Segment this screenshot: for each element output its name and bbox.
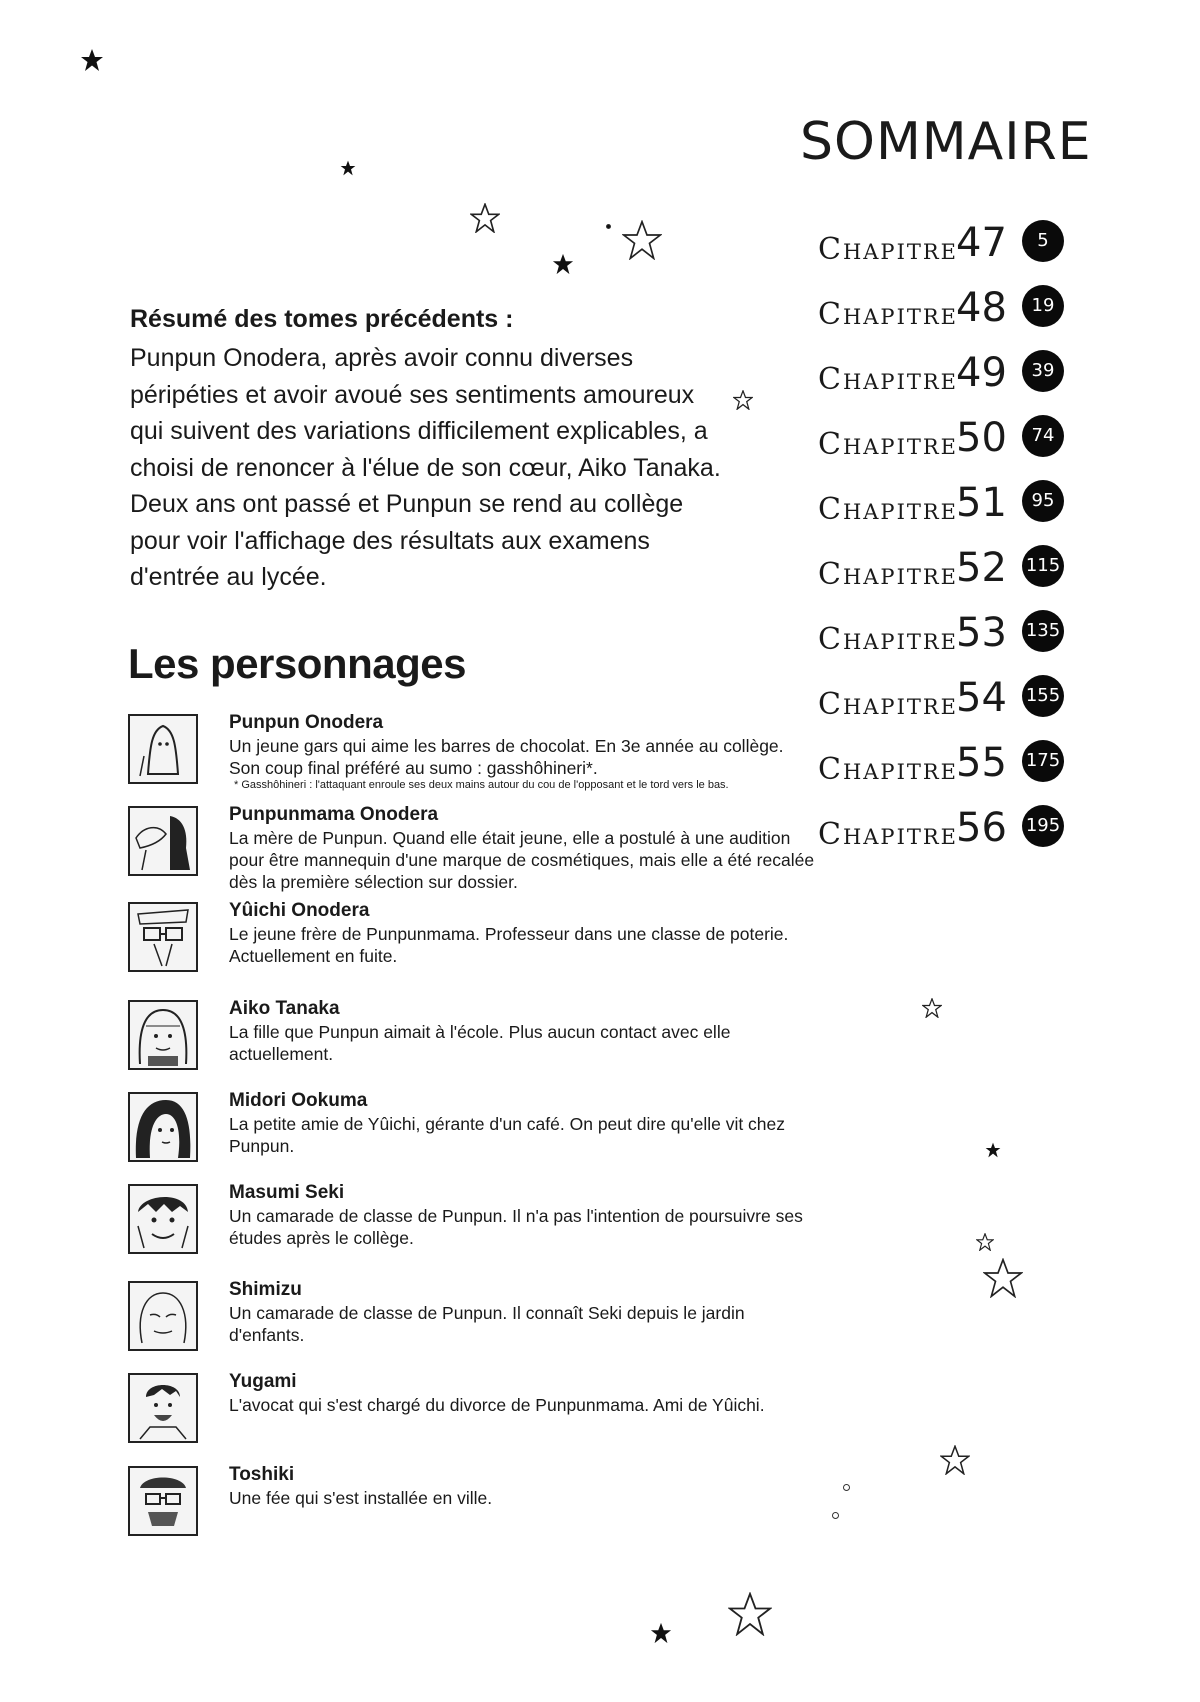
toc-entry <box>818 285 1088 350</box>
chapter-label: Chapitre <box>818 557 959 592</box>
star-icon <box>622 220 662 260</box>
toshiki-portrait-icon <box>128 1466 198 1536</box>
chapter-label: Chapitre <box>818 297 959 332</box>
chapter-label: Chapitre <box>818 492 959 527</box>
chapter-label: Chapitre <box>818 687 959 722</box>
chapter-number: 50 <box>956 415 1007 461</box>
punpun-portrait-icon <box>128 714 198 784</box>
toc-entry <box>818 610 1088 675</box>
chapter-page-badge: 155 <box>1022 675 1064 717</box>
punpunmama-portrait-icon <box>128 806 198 876</box>
chapter-label: Chapitre <box>818 362 959 397</box>
resume-title: Résumé des tomes précédents : <box>130 305 514 333</box>
yugami-portrait-icon <box>128 1373 198 1443</box>
aiko-portrait-icon <box>128 1000 198 1070</box>
character-name: Aiko Tanaka <box>229 998 340 1019</box>
star-icon <box>650 1622 672 1644</box>
chapter-number: 54 <box>956 675 1007 721</box>
character-name: Yûichi Onodera <box>229 900 370 921</box>
toc-entry <box>818 675 1088 740</box>
character-description: Le jeune frère de Punpunmama. Professeur dans une classe de poterie. Actuellement en fuite. <box>229 924 789 966</box>
seki-portrait-icon <box>128 1184 198 1254</box>
table-of-contents <box>818 220 1088 870</box>
chapter-label: Chapitre <box>818 232 959 267</box>
chapter-label: Chapitre <box>818 622 959 657</box>
dot-mark <box>606 224 611 229</box>
chapter-page-badge: 95 <box>1022 480 1064 522</box>
character-name: Shimizu <box>229 1279 302 1300</box>
chapter-label: Chapitre <box>818 817 959 852</box>
characters-title: Les personnages <box>128 640 466 687</box>
resume-text: Punpun Onodera, après avoir connu diverses péripéties et avoir avoué ses sentiments amoureux qui suivent des variations difficilement explicables, a choisi de renoncer à l'élue de son cœur, Aiko Tanaka. Deux ans ont passé et Punpun se rend au collège pour voir l'affichage des résultats aux examens d'entrée au lycée. <box>130 344 721 591</box>
chapter-page-badge: 175 <box>1022 740 1064 782</box>
character-description: La mère de Punpun. Quand elle était jeune, elle a postulé à une audition pour être mannequin d'une marque de cosmétiques, mais elle a été recalée dès la première sélection sur dossier. <box>229 828 815 892</box>
star-icon <box>976 1233 994 1251</box>
character-description: La petite amie de Yûichi, gérante d'un café. On peut dire qu'elle vit chez Punpun. <box>229 1114 786 1156</box>
toc-entry <box>818 480 1088 545</box>
star-icon <box>340 160 356 176</box>
star-icon <box>983 1258 1023 1298</box>
chapter-number: 47 <box>956 220 1007 266</box>
toc-entry <box>818 350 1088 415</box>
star-icon <box>470 203 500 233</box>
chapter-page-badge: 5 <box>1022 220 1064 262</box>
character-description: Un camarade de classe de Punpun. Il connaît Seki depuis le jardin d'enfants. <box>229 1303 745 1345</box>
character-description: Un camarade de classe de Punpun. Il n'a pas l'intention de poursuivre ses études après le collège. <box>229 1206 803 1248</box>
toc-entry <box>818 805 1088 870</box>
toc-entry <box>818 220 1088 285</box>
toc-entry <box>818 740 1088 805</box>
star-icon <box>552 253 574 275</box>
yuichi-portrait-icon <box>128 902 198 972</box>
character-name: Midori Ookuma <box>229 1090 368 1111</box>
chapter-number: 56 <box>956 805 1007 851</box>
shimizu-portrait-icon <box>128 1281 198 1351</box>
star-icon <box>80 48 104 72</box>
character-name: Punpunmama Onodera <box>229 804 439 825</box>
dot-mark <box>832 1512 839 1519</box>
midori-portrait-icon <box>128 1092 198 1162</box>
character-description: Un jeune gars qui aime les barres de chocolat. En 3e année au collège. Son coup final préféré au sumo : gasshôhineri*. <box>229 736 784 778</box>
chapter-page-badge: 19 <box>1022 285 1064 327</box>
star-icon <box>922 998 942 1018</box>
character-name: Masumi Seki <box>229 1182 345 1203</box>
character-description: Une fée qui s'est installée en ville. <box>229 1488 493 1508</box>
character-description: La fille que Punpun aimait à l'école. Plus aucun contact avec elle actuellement. <box>229 1022 731 1064</box>
star-icon <box>728 1592 772 1636</box>
chapter-number: 48 <box>956 285 1007 331</box>
chapter-page-badge: 195 <box>1022 805 1064 847</box>
toc-entry <box>818 415 1088 480</box>
dot-mark <box>843 1484 850 1491</box>
chapter-page-badge: 39 <box>1022 350 1064 392</box>
star-icon <box>985 1142 1001 1158</box>
chapter-label: Chapitre <box>818 427 959 462</box>
character-name: Punpun Onodera <box>229 712 384 733</box>
chapter-label: Chapitre <box>818 752 959 787</box>
chapter-page-badge: 135 <box>1022 610 1064 652</box>
chapter-number: 53 <box>956 610 1007 656</box>
toc-entry <box>818 545 1088 610</box>
chapter-number: 52 <box>956 545 1007 591</box>
character-description: L'avocat qui s'est chargé du divorce de Punpunmama. Ami de Yûichi. <box>229 1395 765 1415</box>
chapter-number: 51 <box>956 480 1007 526</box>
character-name: Yugami <box>229 1371 297 1392</box>
chapter-page-badge: 115 <box>1022 545 1064 587</box>
footnote: * Gasshôhineri : l'attaquant enroule ses deux mains autour du cou de l'opposant et le tord vers le bas. <box>234 779 729 791</box>
character-name: Toshiki <box>229 1464 295 1485</box>
chapter-number: 49 <box>956 350 1007 396</box>
resume-section <box>130 303 730 596</box>
chapter-page-badge: 74 <box>1022 415 1064 457</box>
chapter-number: 55 <box>956 740 1007 786</box>
star-icon <box>733 390 753 410</box>
star-icon <box>940 1445 970 1475</box>
sommaire-title: SOMMAIRE <box>800 112 1092 172</box>
